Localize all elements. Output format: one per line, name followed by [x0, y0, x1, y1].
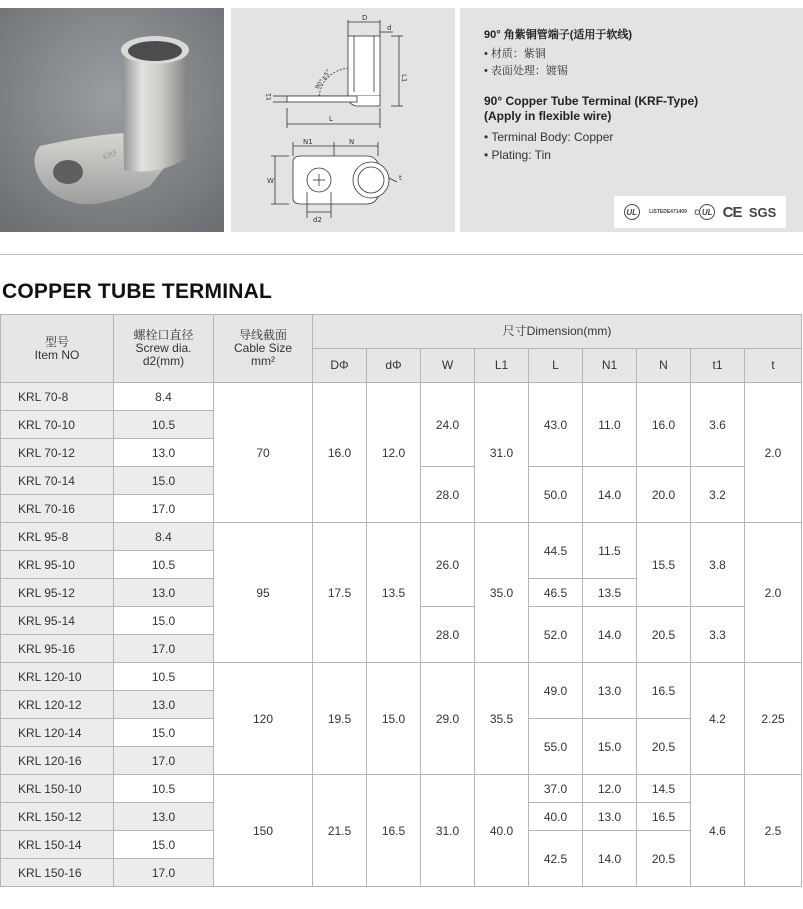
item-no: KRL 70-10 [1, 411, 114, 439]
screw-dia: 15.0 [114, 719, 214, 747]
dim-N1: 13.0 [583, 663, 637, 719]
cable-size: 95 [214, 523, 313, 663]
label-L: L [329, 115, 333, 123]
dim-N1: 13.0 [583, 803, 637, 831]
screw-dia: 10.5 [114, 551, 214, 579]
dim-t: 2.25 [745, 663, 802, 775]
dim-d: 16.5 [367, 775, 421, 887]
screw-dia: 13.0 [114, 803, 214, 831]
dim-W: 28.0 [421, 607, 475, 663]
dim-W: 29.0 [421, 663, 475, 775]
dim-N1: 12.0 [583, 775, 637, 803]
table-row [1, 775, 802, 803]
dim-N1: 14.0 [583, 831, 637, 887]
dim-L: 40.0 [529, 803, 583, 831]
dim-D: 21.5 [313, 775, 367, 887]
dim-t: 2.0 [745, 383, 802, 523]
dim-t: 2.0 [745, 523, 802, 663]
dim-L: 44.5 [529, 523, 583, 579]
item-no: KRL 150-10 [1, 775, 114, 803]
dim-W: 26.0 [421, 523, 475, 607]
ul-logo-icon: UL [624, 204, 640, 220]
sgs-mark-icon: SGS [748, 204, 777, 220]
dim-t1: 4.2 [691, 663, 745, 775]
section-divider [0, 254, 803, 255]
header-cable: 导线截面 Cable Size mm² [214, 315, 313, 383]
dim-N: 16.0 [637, 383, 691, 467]
dim-N: 15.5 [637, 523, 691, 607]
screw-dia: 15.0 [114, 831, 214, 859]
item-no: KRL 70-16 [1, 495, 114, 523]
label-t: t [399, 174, 402, 182]
cul-logo-icon: UL [699, 204, 715, 220]
dim-t1: 4.6 [691, 775, 745, 887]
item-no: KRL 95-12 [1, 579, 114, 607]
screw-dia: 13.0 [114, 691, 214, 719]
screw-dia: 17.0 [114, 635, 214, 663]
dim-W: 31.0 [421, 775, 475, 887]
dim-t: 2.5 [745, 775, 802, 887]
dim-D: 17.5 [313, 523, 367, 663]
header-D-phi: DΦ [313, 349, 367, 383]
dim-t1: 3.3 [691, 607, 745, 663]
dim-d: 13.5 [367, 523, 421, 663]
dim-L1: 35.5 [475, 663, 529, 775]
item-no: KRL 95-8 [1, 523, 114, 551]
screw-dia: 17.0 [114, 747, 214, 775]
dim-L1: 31.0 [475, 383, 529, 523]
screw-dia: 17.0 [114, 495, 214, 523]
dim-d: 15.0 [367, 663, 421, 775]
dim-N: 20.0 [637, 467, 691, 523]
screw-dia: 17.0 [114, 859, 214, 887]
dim-N: 14.5 [637, 775, 691, 803]
cable-size: 150 [214, 775, 313, 887]
item-no: KRL 120-16 [1, 747, 114, 775]
table-row [1, 383, 802, 411]
item-no: KRL 150-16 [1, 859, 114, 887]
dim-L: 52.0 [529, 607, 583, 663]
terminal-body-en: • Terminal Body: Copper [484, 130, 614, 144]
header-N: N [637, 349, 691, 383]
cul-mark [694, 204, 715, 220]
dim-N: 20.5 [637, 719, 691, 775]
product-subtitle-en: (Apply in flexible wire) [484, 109, 612, 123]
section-title: COPPER TUBE TERMINAL [2, 280, 273, 303]
dim-N1: 14.0 [583, 467, 637, 523]
dim-t1: 3.6 [691, 383, 745, 467]
dim-t1: 3.2 [691, 467, 745, 523]
dim-D: 19.5 [313, 663, 367, 775]
label-angle: 90°±5° [313, 68, 333, 91]
screw-dia: 8.4 [114, 523, 214, 551]
dim-N1: 14.0 [583, 607, 637, 663]
dim-W: 28.0 [421, 467, 475, 523]
technical-drawing [231, 8, 455, 232]
dim-L: 50.0 [529, 467, 583, 523]
label-d: d [387, 24, 392, 32]
dim-N1: 11.0 [583, 383, 637, 467]
header-screw: 螺栓口直径 Screw dia. d2(mm) [114, 315, 214, 383]
dim-N: 16.5 [637, 663, 691, 719]
dimension-drawing [231, 8, 455, 232]
product-photo [0, 8, 224, 232]
listed-badge [649, 209, 687, 215]
table-row [1, 523, 802, 551]
screw-dia: 13.0 [114, 579, 214, 607]
screw-dia: 13.0 [114, 439, 214, 467]
item-no: KRL 150-12 [1, 803, 114, 831]
product-title-en: 90° Copper Tube Terminal (KRF-Type) [484, 94, 699, 108]
spec-table [0, 314, 802, 887]
cable-size: 120 [214, 663, 313, 775]
label-N: N [349, 138, 355, 146]
item-no: KRL 120-12 [1, 691, 114, 719]
table-row [1, 663, 802, 691]
label-N1: N1 [303, 138, 313, 146]
dim-L1: 40.0 [475, 775, 529, 887]
certification-marks [614, 196, 786, 228]
dim-L: 49.0 [529, 663, 583, 719]
dim-L: 46.5 [529, 579, 583, 607]
dim-N1: 13.5 [583, 579, 637, 607]
dim-t1: 3.8 [691, 523, 745, 607]
dim-d: 12.0 [367, 383, 421, 523]
listed-number: E471409 [666, 209, 687, 215]
dim-L: 55.0 [529, 719, 583, 775]
screw-dia: 10.5 [114, 663, 214, 691]
dim-L1: 35.0 [475, 523, 529, 663]
screw-dia: 8.4 [114, 383, 214, 411]
surface-cn: • 表面处理：镀锡 [484, 65, 568, 77]
listed-label: LISTED [649, 209, 667, 215]
material-cn: • 材质：紫铜 [484, 48, 546, 60]
dim-L: 42.5 [529, 831, 583, 887]
screw-dia: 10.5 [114, 411, 214, 439]
item-no: KRL 150-14 [1, 831, 114, 859]
label-L1: L1 [400, 74, 408, 83]
plating-en: • Plating: Tin [484, 148, 551, 162]
cul-c: c [694, 206, 700, 218]
label-W: W [267, 177, 274, 185]
dim-N: 20.5 [637, 607, 691, 663]
product-title-cn: 90° 角紫铜管端子(适用于软线) [484, 29, 633, 41]
item-no: KRL 120-10 [1, 663, 114, 691]
item-no: KRL 95-10 [1, 551, 114, 579]
item-no: KRL 120-14 [1, 719, 114, 747]
header-L: L [529, 349, 583, 383]
label-d2: d2 [313, 216, 322, 224]
header-d-phi: dΦ [367, 349, 421, 383]
dim-D: 16.0 [313, 383, 367, 523]
dim-N: 20.5 [637, 831, 691, 887]
item-no: KRL 70-12 [1, 439, 114, 467]
header-L1: L1 [475, 349, 529, 383]
dim-L: 43.0 [529, 383, 583, 467]
item-no: KRL 95-16 [1, 635, 114, 663]
header-dimension: 尺寸Dimension(mm) [313, 315, 802, 349]
header-item: 型号 Item NO [1, 315, 114, 383]
terminal-photo-illustration [0, 8, 224, 232]
item-no: KRL 70-14 [1, 467, 114, 495]
dim-N: 16.5 [637, 803, 691, 831]
ul-mark [624, 204, 640, 220]
screw-dia: 10.5 [114, 775, 214, 803]
label-t1: t1 [265, 92, 273, 100]
header-W: W [421, 349, 475, 383]
dim-W: 24.0 [421, 383, 475, 467]
cable-size: 70 [214, 383, 313, 523]
dim-L: 37.0 [529, 775, 583, 803]
product-description [460, 8, 803, 232]
dim-N1: 15.0 [583, 719, 637, 775]
photo-stamp-text: KRF [101, 148, 120, 162]
dim-N1: 11.5 [583, 523, 637, 579]
header-t: t [745, 349, 802, 383]
screw-dia: 15.0 [114, 607, 214, 635]
ce-mark-icon: CE [722, 203, 742, 221]
screw-dia: 15.0 [114, 467, 214, 495]
label-D: D [362, 14, 368, 22]
header-N1: N1 [583, 349, 637, 383]
header-t1: t1 [691, 349, 745, 383]
item-no: KRL 70-8 [1, 383, 114, 411]
item-no: KRL 95-14 [1, 607, 114, 635]
